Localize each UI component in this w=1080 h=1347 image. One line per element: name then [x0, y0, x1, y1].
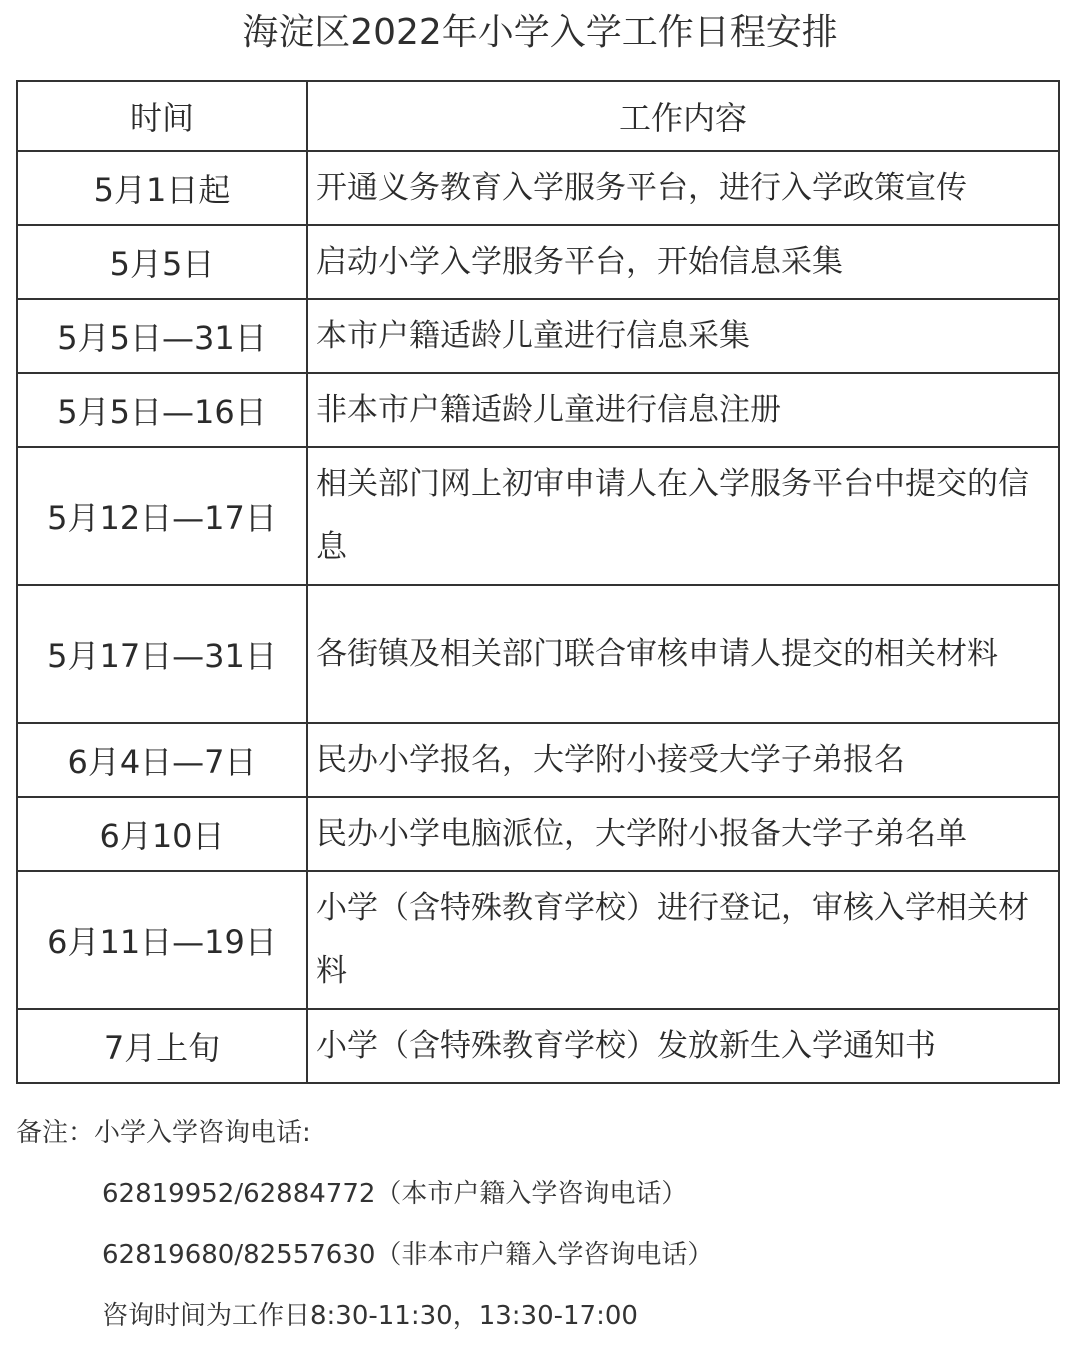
table-row [17, 373, 1059, 447]
time-cell: 6月11日—19日 [17, 871, 307, 1009]
table-row [17, 1009, 1059, 1083]
time-cell: 5月17日—31日 [17, 585, 307, 723]
notes-phone-nonlocal: 62819680/82557630（非本市户籍入学咨询电话） [102, 1240, 714, 1270]
table-row [17, 723, 1059, 797]
table-header-row [17, 81, 1059, 151]
time-cell: 7月上旬 [17, 1009, 307, 1083]
time-cell: 5月12日—17日 [17, 447, 307, 585]
table-row [17, 151, 1059, 225]
content-cell: 小学（含特殊教育学校）进行登记，审核入学相关材料 [307, 871, 1059, 1009]
time-cell: 6月10日 [17, 797, 307, 871]
time-cell: 5月1日起 [17, 151, 307, 225]
notes-section [16, 1103, 1066, 1347]
table-row [17, 797, 1059, 871]
content-cell: 各街镇及相关部门联合审核申请人提交的相关材料 [307, 585, 1059, 723]
schedule-table [16, 80, 1060, 1084]
notes-phone-local: 62819952/62884772（本市户籍入学咨询电话） [102, 1179, 688, 1209]
table-row [17, 871, 1059, 1009]
time-cell: 5月5日—31日 [17, 299, 307, 373]
header-content: 工作内容 [307, 81, 1059, 151]
content-cell: 民办小学电脑派位，大学附小报备大学子弟名单 [307, 797, 1059, 871]
content-cell: 民办小学报名，大学附小接受大学子弟报名 [307, 723, 1059, 797]
table-row [17, 585, 1059, 723]
table-row [17, 299, 1059, 373]
header-time: 时间 [17, 81, 307, 151]
notes-label: 备注：小学入学咨询电话: [16, 1118, 311, 1148]
table-row [17, 225, 1059, 299]
time-cell: 5月5日 [17, 225, 307, 299]
content-cell: 本市户籍适龄儿童进行信息采集 [307, 299, 1059, 373]
content-cell: 启动小学入学服务平台，开始信息采集 [307, 225, 1059, 299]
table-row [17, 447, 1059, 585]
content-cell: 开通义务教育入学服务平台，进行入学政策宣传 [307, 151, 1059, 225]
page-title: 海淀区2022年小学入学工作日程安排 [242, 12, 838, 53]
time-cell: 5月5日—16日 [17, 373, 307, 447]
content-cell: 小学（含特殊教育学校）发放新生入学通知书 [307, 1009, 1059, 1083]
content-cell: 相关部门网上初审申请人在入学服务平台中提交的信息 [307, 447, 1059, 585]
notes-hours: 咨询时间为工作日8:30-11:30，13:30-17:00 [102, 1301, 638, 1331]
time-cell: 6月4日—7日 [17, 723, 307, 797]
content-cell: 非本市户籍适龄儿童进行信息注册 [307, 373, 1059, 447]
